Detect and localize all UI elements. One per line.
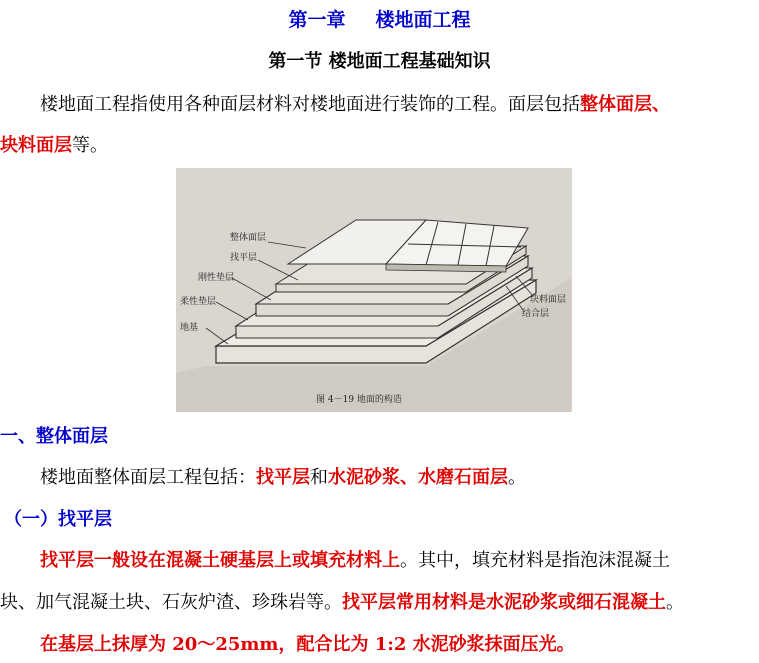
label-rigid-cushion: 刚性垫层 <box>198 273 235 283</box>
para3-highlight-2: 找平层常用材料是水泥砂浆或细石混凝土 <box>342 592 666 613</box>
intro-line-2 <box>0 134 108 158</box>
para3-line-1 <box>40 549 670 573</box>
intro-highlight-2: 块料面层 <box>0 135 72 156</box>
floor-structure-figure <box>176 168 572 412</box>
label-flexible-cushion: 柔性垫层 <box>180 297 217 307</box>
label-tile-surface: 块料面层 <box>530 295 567 305</box>
para3-highlight-1: 找平层一般设在混凝土硬基层上或填充材料上 <box>40 550 400 571</box>
para2-text-1: 楼地面整体面层工程包括： <box>40 467 256 488</box>
label-bonding-layer: 结合层 <box>522 309 550 319</box>
para2-highlight-2: 水泥砂浆、水磨石面层 <box>328 467 508 488</box>
intro-highlight-1: 整体面层、 <box>580 94 670 115</box>
para-integral-surface <box>40 466 526 490</box>
floor-structure-drawing <box>176 168 572 412</box>
para2-highlight-1: 找平层 <box>256 467 310 488</box>
intro-text-2: 等。 <box>72 135 108 156</box>
para3-text-3: 。 <box>666 592 684 613</box>
heading-leveling-layer: （一）找平层 <box>4 509 112 530</box>
label-subgrade: 地基 <box>180 323 199 333</box>
para-plastering: 在基层上抹厚为 20～25mm，配合比为 1:2 水泥砂浆抹面压光。 <box>40 634 575 655</box>
para2-text-3: 。 <box>508 467 526 488</box>
label-leveling-layer: 找平层 <box>230 253 258 263</box>
chapter-title: 楼地面工程 <box>375 9 471 31</box>
chapter-number: 第一章 <box>288 9 346 31</box>
para3-text-2: 块、加气混凝土块、石灰炉渣、珍珠岩等。 <box>0 592 342 613</box>
label-integral-surface: 整体面层 <box>230 233 267 243</box>
heading-integral-surface: 一、整体面层 <box>0 426 108 447</box>
intro-text-1: 楼地面工程指使用各种面层材料对楼地面进行装饰的工程。面层包括 <box>40 94 580 115</box>
para3-text-1: 。其中，填充材料是指泡沫混凝土 <box>400 550 670 571</box>
section-title: 第一节 楼地面工程基础知识 <box>268 51 491 72</box>
intro-line-1 <box>40 93 670 117</box>
para3-line-2 <box>0 591 684 615</box>
para2-text-2: 和 <box>310 467 328 488</box>
figure-caption: 图 4－19 地面的构造 <box>316 395 402 405</box>
chapter-heading <box>0 8 759 32</box>
